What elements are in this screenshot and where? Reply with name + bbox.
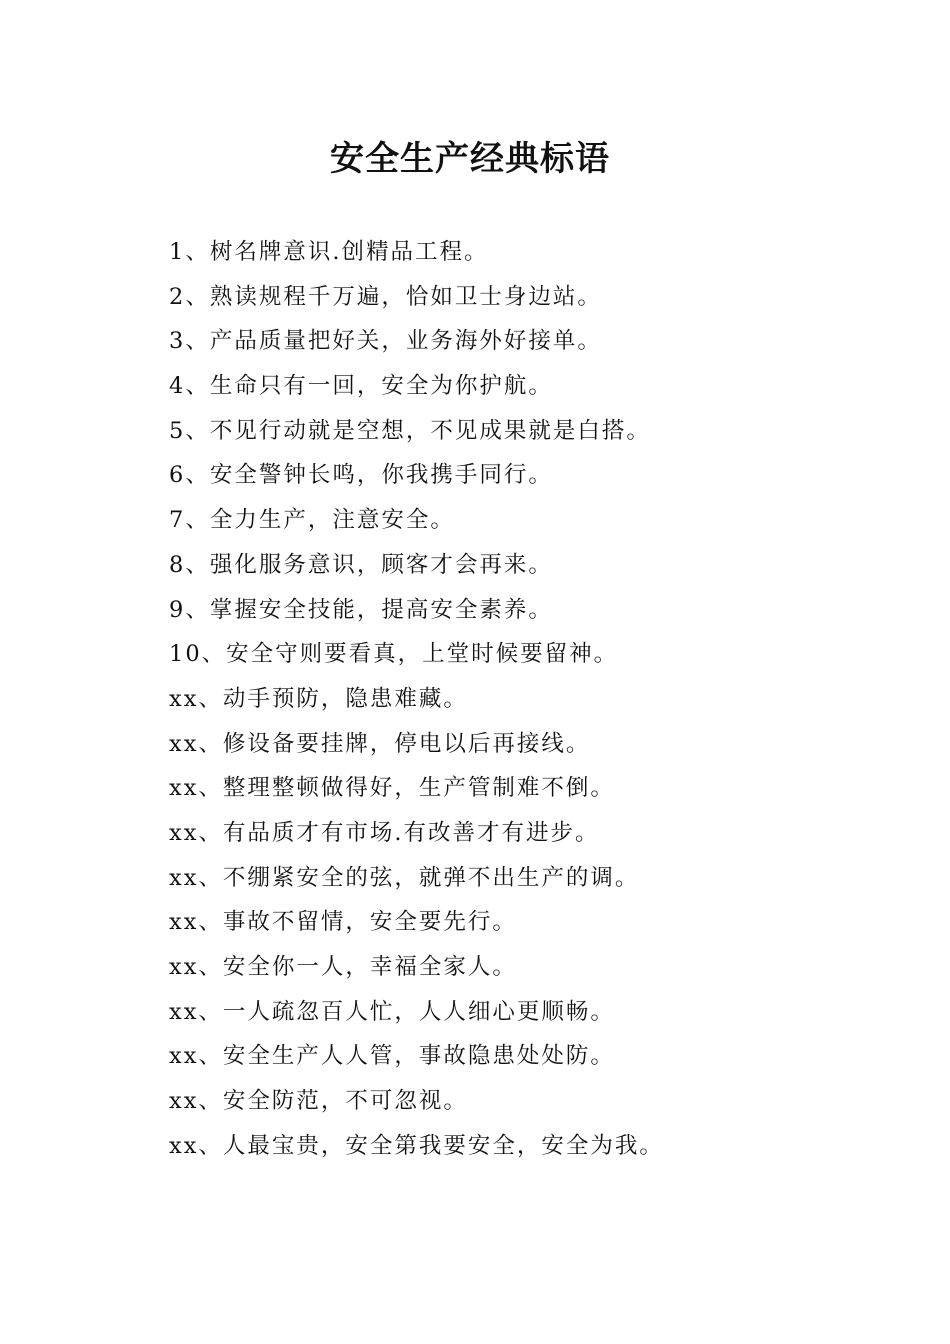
list-item: xx、有品质才有市场.有改善才有进步。 (169, 819, 600, 846)
list-item: 4、生命只有一回，安全为你护航。 (169, 373, 553, 400)
list-item: 1、树名牌意识.创精品工程。 (169, 239, 489, 265)
list-item: 8、强化服务意识，顾客才会再来。 (169, 551, 553, 578)
list-item: xx、一人疏忽百人忙，人人细心更顺畅。 (169, 998, 615, 1025)
list-item: xx、整理整顿做得好，生产管制难不倒。 (169, 775, 615, 802)
list-item: 5、不见行动就是空想，不见成果就是白搭。 (169, 417, 651, 444)
list-item: xx、动手预防，隐患难藏。 (169, 685, 468, 712)
list-item: 10、安全守则要看真，上堂时候要留神。 (169, 641, 619, 668)
list-item: xx、安全生产人人管，事故隐患处处防。 (169, 1043, 615, 1070)
list-item: 7、全力生产，注意安全。 (169, 507, 455, 534)
list-item: xx、安全你一人，幸福全家人。 (169, 954, 517, 980)
list-item: xx、安全防范，不可忽视。 (169, 1088, 468, 1115)
list-item: 3、产品质量把好关，业务海外好接单。 (169, 328, 602, 355)
list-item: xx、事故不留情，安全要先行。 (169, 909, 517, 936)
list-item: 9、掌握安全技能，提高安全素养。 (169, 596, 553, 623)
slogan-list (169, 230, 869, 1168)
list-item: xx、人最宝贵，安全第我要安全，安全为我。 (169, 1132, 664, 1159)
page-title: 安全生产经典标语 (330, 139, 610, 179)
list-item: xx、修设备要挂牌，停电以后再接线。 (169, 730, 591, 757)
list-item: xx、不绷紧安全的弦，就弹不出生产的调。 (169, 864, 640, 891)
list-item: 2、熟读规程千万遍，恰如卫士身边站。 (169, 283, 602, 310)
list-item: 6、安全警钟长鸣，你我携手同行。 (169, 462, 553, 489)
